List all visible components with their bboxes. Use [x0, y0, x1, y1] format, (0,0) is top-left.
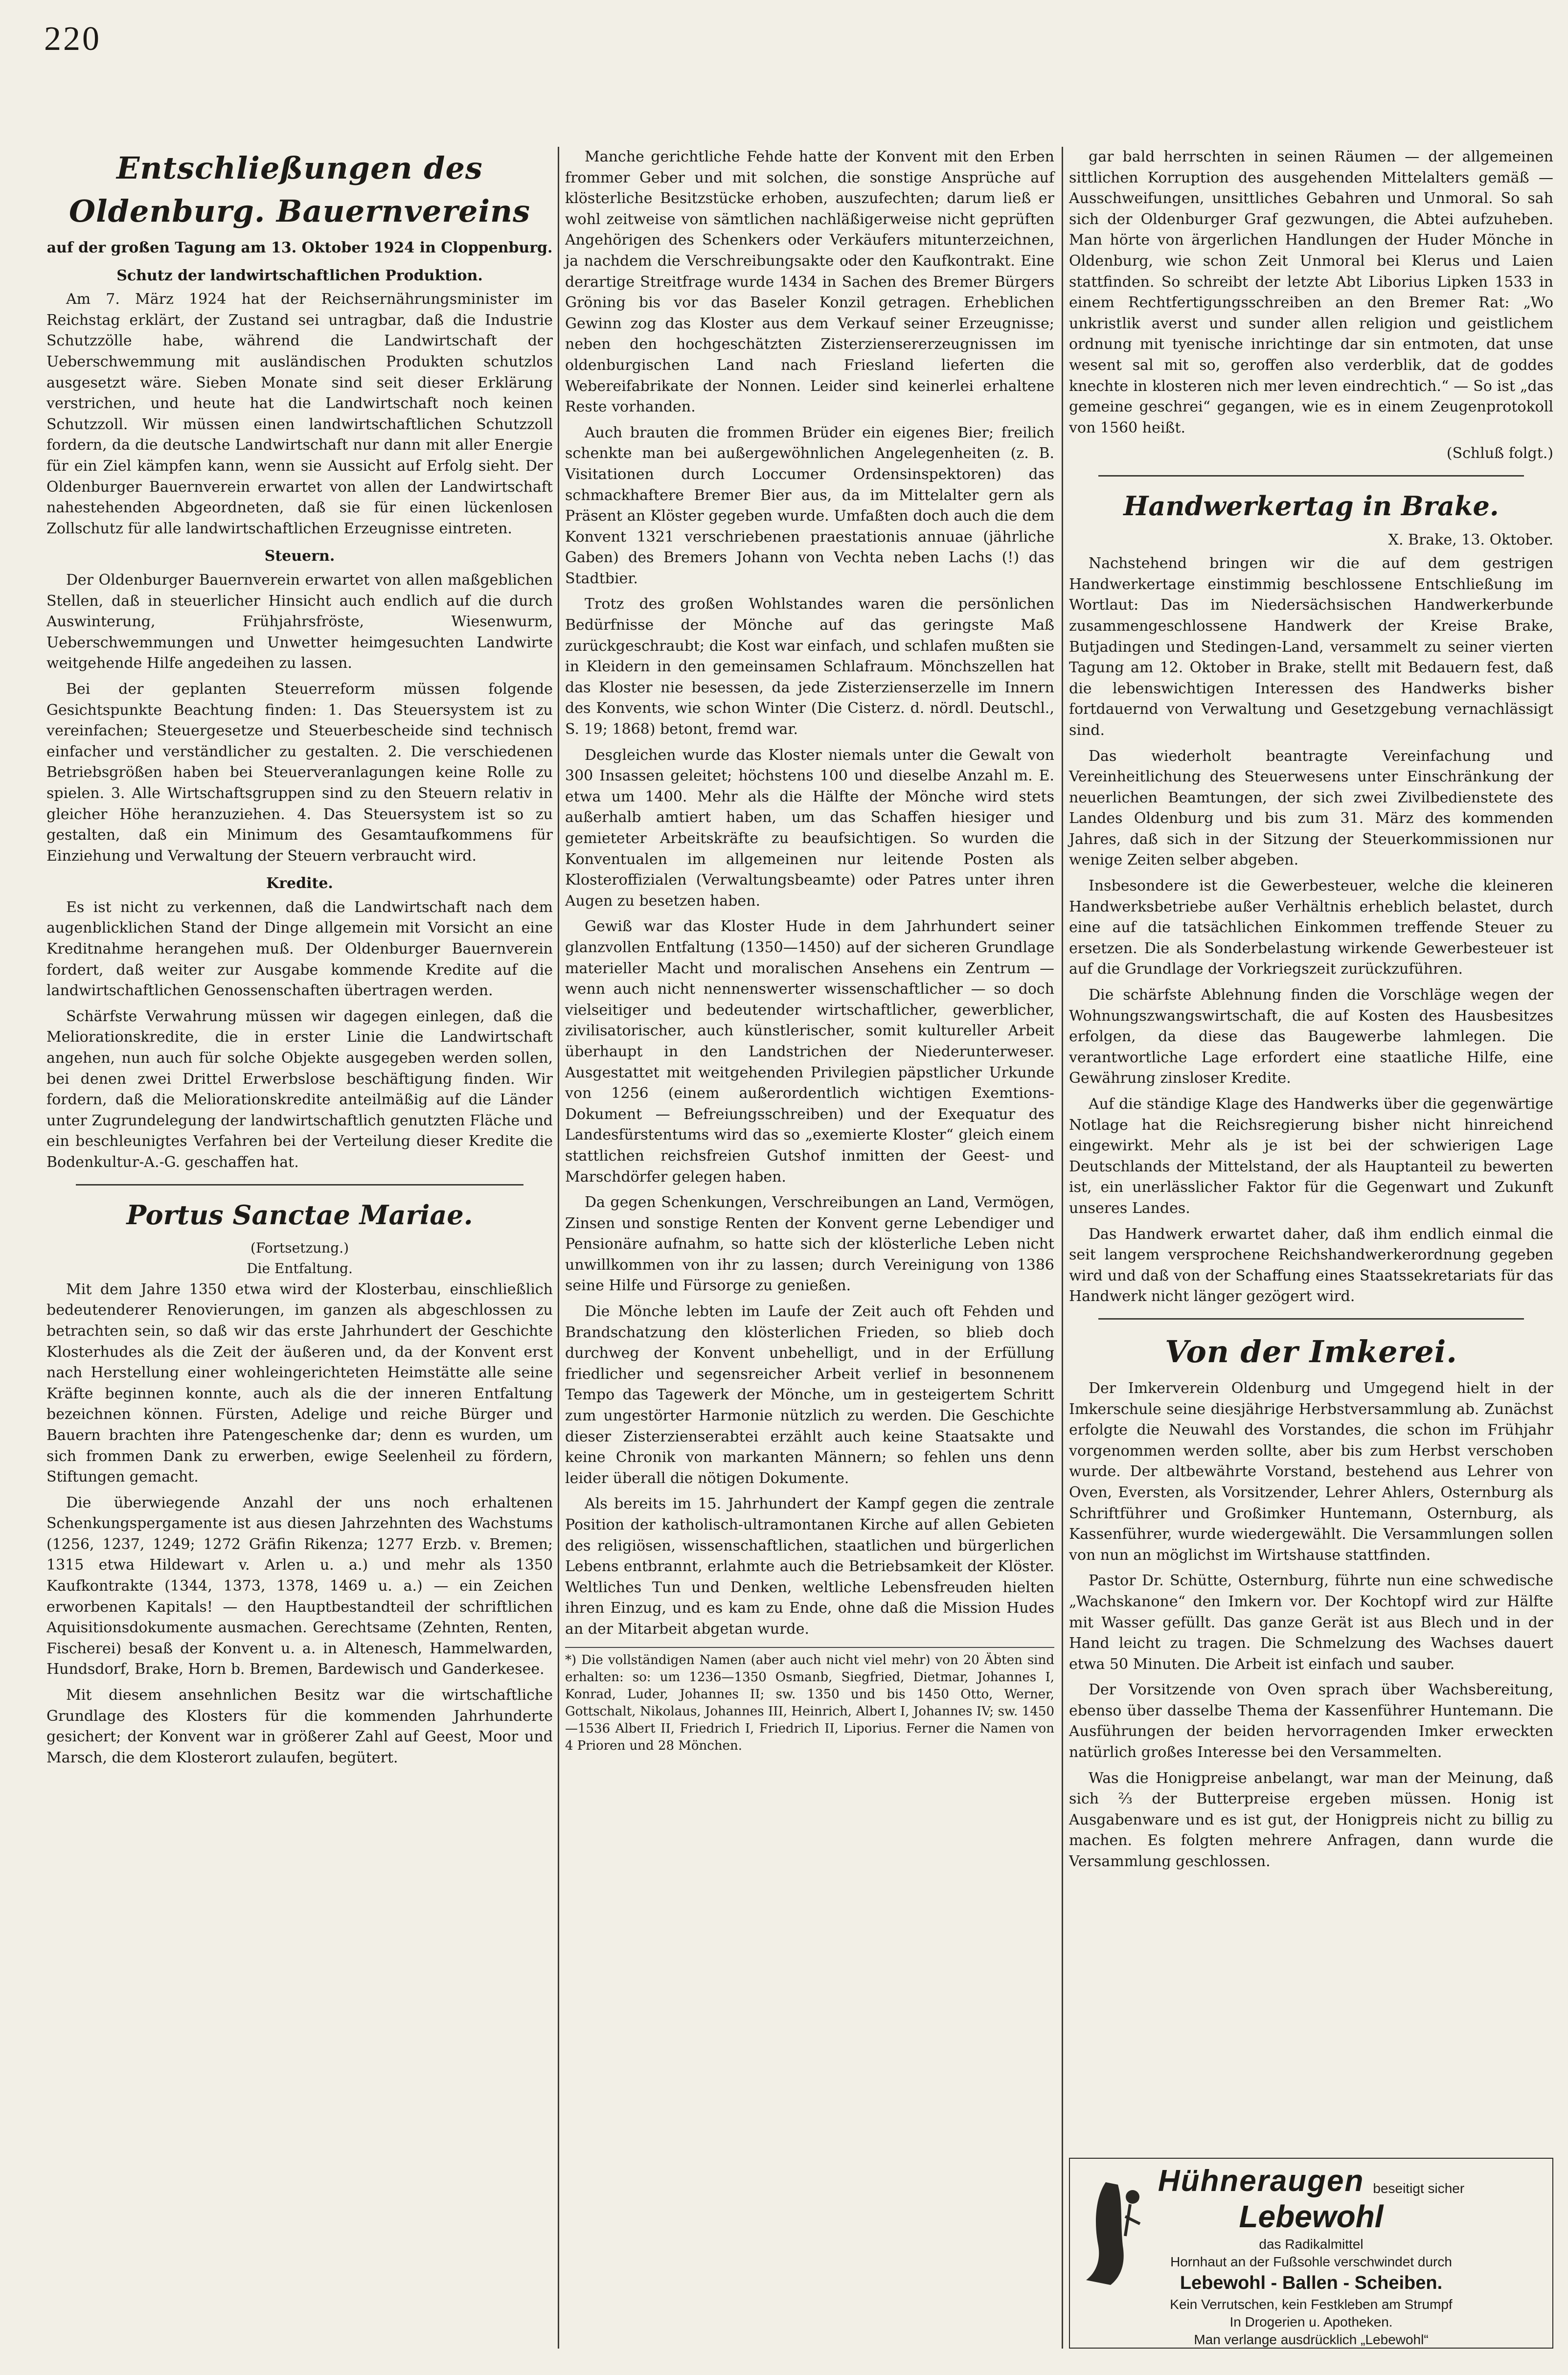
paragraph: Da gegen Schenkungen, Verschreibungen an Land, Vermögen, Zinsen und sonstige Renten der Konvent gerne Lebendiger und Pensionäre aufnahm, so hatte sich der klösterliche Leben nicht unwillkommen von ihr zu lassen; durch Vereinigung von 1386 seine Hilfe und Fürsorge zu genießen. — [565, 1194, 1054, 1295]
paragraph: Das wiederholt beantragte Vereinfachung und Vereinheitlichung des Steuerwesens unter Einschränkung der neuerlichen Beamtungen, der sich zwei Zivilbedienstete des Landes Oldenburg und bis zum 31. März des kommenden Jahres, daß sich in der Sitzung der Steuerkommissionen nur wenige Zeiten selber abgeben. — [1069, 747, 1553, 869]
section-heading: Steuern. — [264, 548, 335, 565]
page-number: 220 — [44, 20, 101, 58]
divider — [76, 1184, 523, 1186]
paragraph: Der Oldenburger Bauernverein erwartet von allen maßgeblichen Stellen, daß in steuerlicher Hinsicht auch endlich auf die durch Auswinterung, Frühjahrsfröste, Wiesenwurm, Ueberschwemmungen und Unwetter heimgesuchten Landwirte weitgehende Hilfe angedeihen zu lassen. — [46, 571, 553, 672]
article-title: Handwerkertag in Brake. — [1123, 490, 1499, 522]
paragraph: Mit dem Jahre 1350 etwa wird der Klosterbau, einschließlich bedeutenderer Renovierungen, im ganzen als abgeschlossen zu betrachten sein, so daß wir das erste Jahrhundert der Geschichte Klosterhudes als die Zeit der äußeren und, da der Konvent erst nach Herstellung einer wohleingerichteten Heimstätte alle seine Kräfte beginnen konnte, auch als die der inneren Entfaltung bezeichnen können. Fürsten, Adelige und reiche Bürger und Bauern brachten ihre Patengeschenke dar; denn es wurden, um sich frommen Dank zu erwerben, ewige Seelenheil zu fördern, Stiftungen gemacht. — [46, 1280, 553, 1486]
ad-brand: Lebewohl - Ballen - Scheiben. — [1180, 2273, 1443, 2293]
paragraph: gar bald herrschten in seinen Räumen — der allgemeinen sittlichen Korruption des ausgehenden Mittelalters gemäß — Ausschweifungen, unsittliches Gebahren und Unmoral. So sah sich der Oldenburger Graf gezwungen, die Abtei aufzuheben. Man hörte von ärgerlichen Handlungen der Huder Mönche in Oldenburg, wie schon Zeit Unmoral bei Klerus und Laien stattfinden. So schreibt der letzte Abt Liborius Lipken 1533 in einem Rechtfertigungsschreiben an den Bremer Rat: „Wo unkristlik averst und sunder allen religion und geistlichem ordnung mit tyenische inrichtinge dar sin entmoten, dat unse wesent sal mit so, geroffen also verderblik, dat de goddes knechte in klosteren nich mer leven eindrechtich.“ — So ist „das gemeine geschrei“ gegangen, wie es in einem Zeugenprotokoll von 1560 heißt. — [1069, 148, 1553, 436]
paragraph: Die schärfste Ablehnung finden die Vorschläge wegen der Wohnungszwangswirtschaft, die auf Kosten des Hausbesitzes erfolgen, da diese das Baugewerbe lahmlegen. Die verantwortliche Lage erfordert eine staatliche Hilfe, eine Gewährung zinsloser Kredite. — [1069, 986, 1553, 1087]
paragraph: Mit diesem ansehnlichen Besitz war die wirtschaftliche Grundlage des Klosters für die kommenden Jahrhunderte gesichert; der Konvent war in größerer Zahl auf Geest, Moor und Marsch, die dem Klosterort zulaufen, begütert. — [46, 1687, 553, 1766]
paragraph: Am 7. März 1924 hat der Reichsernährungsminister im Reichstag erklärt, der Zustand sei untragbar, daß die Industrie Schutzzölle habe, während die Landwirtschaft der Ueberschwemmung mit ausländischen Produkten schutzlos ausgesetzt wäre. Sieben Monate sind seit dieser Erklärung verstrichen, und heute hat die Landwirtschaft noch keinen Schutzzoll. Wir müssen einen landwirtschaftlichen Schutzzoll fordern, da die deutsche Landwirtschaft nur dann mit aller Energie für ein Ziel kämpfen kann, wenn sie Aussicht auf Erfolg sieht. Der Oldenburger Bauernverein erwartet von allen der Landwirtschaft nahestehenden Abgeordneten, daß sie für einen lückenlosen Zollschutz für alle landwirtschaftlichen Erzeugnisse eintreten. — [46, 291, 553, 537]
ad-text: In Drogerien u. Apotheken. — [1229, 2314, 1393, 2329]
continuation-note: (Fortsetzung.) — [250, 1240, 349, 1256]
ad-text: Hornhaut an der Fußsohle verschwindet durch — [1170, 2254, 1452, 2269]
dateline: X. Brake, 13. Oktober. — [1388, 531, 1553, 548]
paragraph: Insbesondere ist die Gewerbesteuer, welche die kleineren Handwerksbetriebe außer Verhältnis erheblich belastet, durch eine auf die tatsächlichen Einkommen treffende Steuer zu ersetzen. Die als Sonderbelastung wirkende Gewerbesteuer ist auf die Grundlage der Vorkriegszeit zurückzuführen. — [1069, 877, 1553, 978]
ad-text: Man verlange ausdrücklich „Lebewohl“ — [1194, 2332, 1429, 2347]
paragraph: Als bereits im 15. Jahrhundert der Kampf gegen die zentrale Position der katholisch-ultramontanen Kirche auf allen Gebieten des religiösen, wissenschaftlichen, staatlichen und bürgerlichen Lebens entbrannt, erlahmte auch die Betriebsamkeit der Klöster. Weltliches Tun und Denken, weltliche Lebensfreuden hielten ihren Einzug, und es kam zu Ende, ohne daß die Mission Hudes an der Mitarbeit abgetan wurde. — [565, 1495, 1054, 1638]
section-heading: Kredite. — [266, 875, 333, 892]
dancing-foot-icon — [1076, 2177, 1150, 2290]
continuation-note: (Schluß folgt.) — [1446, 445, 1553, 462]
article-subtitle: auf der großen Tagung am 13. Oktober 1924 in Cloppenburg. — [46, 239, 553, 257]
paragraph: Es ist nicht zu verkennen, daß die Landwirtschaft nach dem augenblicklichen Stand der Dinge allgemein mit Vorsicht an eine Kreditnahme herangehen muß. Der Oldenburger Bauernverein fordert, daß weiter zur Ausgabe kommende Kredite auf die landwirtschaftlichen Genossenschaften übertragen werden. — [46, 898, 553, 1000]
column-rule — [558, 147, 559, 2349]
paragraph: Bei der geplanten Steuerreform müssen folgende Gesichtspunkte Beachtung finden: 1. Das Steuersystem ist zu vereinfachen; Steuergesetze und Steuerbescheide sind technisch einfacher und verständlicher zu gestalten. 2. Die verschiedenen Betriebsgrößen haben bei Steuerveranlagungen keine Rolle zu spielen. 3. Alle Wirtschaftsgruppen sind zu den Steuern relativ in gleicher Höhe heranzuziehen. 4. Das Steuersystem ist so zu gestalten, daß ein Minimum des Gesamtaufkommens für Einziehung und Verwaltung der Steuern verbraucht wird. — [46, 680, 553, 865]
ad-text: das Radikalmittel — [1259, 2237, 1363, 2252]
paragraph: Gewiß war das Kloster Hude in dem Jahrhundert seiner glanzvollen Entfaltung (1350—1450) auf der sicheren Grundlage materieller Macht und moralischen Ansehens ein Zentrum — wenn auch nicht nennenswerter wissenschaftlicher — so doch vielseitiger und bedeutender wirtschaftlicher, gewerblicher, zivilisatorischer, auch künstlerischer, somit kultureller Arbeit überhaupt in den Landstrichen der Niederunterweser. Ausgestattet mit weitgehenden Privilegien päpstlicher Urkunde von 1256 (einem außerordentlich wichtigen Exemtions-Dokument — Befreiungsschreiben) und der Exequatur des Landesfürstentums wird das so „exemierte Kloster“ gleich einem stattlichen reichsfreien Gutshof inmitten der Geest- und Marschdörfer gelegen haben. — [565, 918, 1054, 1186]
column-3 — [1069, 147, 1553, 1877]
paragraph: Der Imkerverein Oldenburg und Umgegend hielt in der Imkerschule seine diesjährige Herbstversammlung ab. Zunächst erfolgte die Neuwahl des Vorstandes, die schon im Frühjahr vorgenommen werden sollte, aber bis zum Herbst verschoben wurde. Der altbewährte Vorstand, bestehend aus Lehrer von Oven, Eversten, als Vorsitzender, Lehrer Ahlers, Osternburg als Schriftführer und Großimker Huntemann, Osternburg, als Kassenführer, wurde wiedergewählt. Die Versammlungen sollen von nun an möglichst im Wirtshause stattfinden. — [1069, 1379, 1553, 1564]
paragraph: Auf die ständige Klage des Handwerks über die gegenwärtige Notlage hat die Reichsregierung bisher nicht hinreichend eingewirkt. Mehr als je ist bei der schwierigen Lage Deutschlands der Mittelstand, der als Hauptanteil zu bewerten ist, ein unerlässlicher Faktor für die Gegenwart und Zukunft unseres Landes. — [1069, 1096, 1553, 1217]
paragraph: Schärfste Verwahrung müssen wir dagegen einlegen, daß die Meliorationskredite, die in erster Linie die Landwirtschaft angehen, nun auch für solche Objekte ausgegeben werden sollen, bei denen zwei Drittel Erwerbslose beschäftigung finden. Wir fordern, daß die Meliorationskredite anteilmäßig auf die Länder unter Zugrundelegung der landwirtschaftlich genutzten Fläche und ein beschleunigtes Verfahren bei der Verteilung dieser Kredite die Bodenkultur-A.-G. geschaffen hat. — [46, 1007, 553, 1171]
paragraph: Die überwiegende Anzahl der uns noch erhaltenen Schenkungspergamente ist aus diesen Jahrzehnten des Wachstums (1256, 1237, 1249; 1272 Gräfin Rikenza; 1277 Erzb. v. Bremen; 1315 etwa Hildewart v. Arlen u. a.) und mehr als 1350 Kaufkontrakte (1344, 1373, 1378, 1469 u. a.) — ein Zeichen erworbenen Kapitals! — den Hauptbestandteil der schriftlichen Aquisitionsdokumente ausmachen. Gerechtsame (Zehnten, Renten, Fischerei) besaß der Konvent u. a. in Altenesch, Hammelwarden, Hundsdorf, Brake, Horn b. Bremen, Bardewisch und Ganderkesee. — [46, 1494, 553, 1678]
divider — [1098, 475, 1524, 477]
footnote: *) Die vollständigen Namen (aber auch nicht viel mehr) von 20 Äbten sind erhalten: so: um 1236—1350 Osmanb, Siegfried, Dietmar, Johannes I, Konrad, Luder, Johannes II; sw. 1350 und bis 1450 Otto, Werner, Gottschalt, Nikolaus, Johannes III, Heinrich, Albert I, Johannes IV; sw. 1450—1536 Albert II, Friedrich I, Friedrich II, Liporius. Ferner die Namen von 4 Prioren und 28 Mönchen. — [565, 1647, 1054, 1755]
paragraph: Auch brauten die frommen Brüder ein eigenes Bier; freilich schenkte man bei außergewöhnlichen Angelegenheiten (z. B. Visitationen durch Loccumer Ordensinspektoren) das schmackhaftere Bremer Bier aus, da im Mittelalter gern als Präsent an Klöster gegeben wurde. Umfaßten doch auch die dem Konvent 1321 verschriebenen praestationis annuae (jährliche Gaben) des Bremers Johann von Vechta neben Lachs (!) das Stadtbier. — [565, 424, 1054, 587]
ad-tagline: beseitigt sicher — [1373, 2181, 1465, 2196]
paragraph: Manche gerichtliche Fehde hatte der Konvent mit den Erben frommer Geber und mit solchen, die sonstige Ansprüche auf klösterliche Besitzstücke erhoben, auszufechten; darum ließ er wohl zeitweise von sämtlichen nachläßigerweise nicht geprüften Angehörigen des Schenkers oder Verkäufers mitunterzeichnen, ja nachdem die Verschreibungsakte oder den Kaufkontrakt. Eine derartige Streitfrage wurde 1434 in Sachen des Bremer Bürgers Gröning bis vor das Baseler Konzil getragen. Erheblichen Gewinn zog das Kloster aus dem Verkauf seiner Erzeugnisse; neben den hochgeschätzten Zisterziensererzeugnissen im oldenburgischen Land nach Friesland lieferten die Webereifabrikate der Nonnen. Leider sind keinerlei erhaltene Reste vorhanden. — [565, 148, 1054, 416]
ad-text: Kein Verrutschen, kein Festkleben am Strumpf — [1170, 2297, 1453, 2312]
paragraph: Desgleichen wurde das Kloster niemals unter die Gewalt von 300 Insassen geleitet; höchstens 100 und dieselbe Anzahl m. E. etwa um 1400. Mehr als die Hälfte der Mönche wird stets außerhalb amtiert haben, um das Schaffen hiesiger und gemieteter Arbeitskräfte zu beaufsichtigen. So wurden die Konventualen im allgemeinen nur leitende Posten als Klosteroffizialen (Verwaltungsbeamte) oder Patres unter ihren Augen zu besetzen haben. — [565, 746, 1054, 910]
article-title: Portus Sanctae Mariae. — [126, 1199, 473, 1231]
paragraph: Pastor Dr. Schütte, Osternburg, führte nun eine schwedische „Wachskanone“ den Imkern vor. Der Kochtopf wird zur Hälfte mit Wasser gefüllt. Das ganze Gerät ist aus Blech und in der Hand leicht zu tragen. Die Schmelzung des Wachses dauert etwa 50 Minuten. Die Arbeit ist einfach und sauber. — [1069, 1572, 1553, 1673]
paragraph: Das Handwerk erwartet daher, daß ihm endlich einmal die seit langem versprochene Reichshandwerkerordnung gegeben wird und daß von der Schaffung eines Staatssekretariats für das Handwerk nicht länger gezögert wird. — [1069, 1225, 1553, 1305]
section-heading: Die Entfaltung. — [247, 1260, 353, 1277]
article-title: Entschließungen des Oldenburg. Bauernvereins — [68, 150, 530, 229]
ad-headline: Lebewohl — [1239, 2199, 1384, 2234]
column-1 — [46, 147, 553, 1773]
paragraph: Der Vorsitzende von Oven sprach über Wachsbereitung, ebenso über dasselbe Thema der Kassenführer Huntemann. Die Ausführungen der beiden hervorragenden Imker erweckten natürlich großes Interesse bei den Versammelten. — [1069, 1681, 1553, 1761]
paragraph: Die Mönche lebten im Laufe der Zeit auch oft Fehden und Brandschatzung den klösterlichen Frieden, so blieb doch durchweg der Konvent unbehelligt, und in der Erfüllung friedlicher und segensreicher Arbeit verlief in besonnenem Tempo das Tagewerk der Mönche, um in gesteigertem Schritt zum ungestörter Harmonie nützlich zu werden. Die Geschichte dieser Zisterzienserabtei erzählt auch keine Staatsakte und keine Chronik von markanten Männern; so fehlen uns denn leider überall die nötigen Dokumente. — [565, 1303, 1054, 1487]
column-2 — [565, 147, 1054, 1755]
article-title: Von der Imkerei. — [1165, 1333, 1457, 1370]
paragraph: Nachstehend bringen wir die auf dem gestrigen Handwerkertage einstimmig beschlossene Entschließung im Wortlaut: Das im Niedersächsischen Handwerkerbunde zusammengeschlossene Handwerk der Kreise Brake, Butjadingen und Stedingen-Land, versammelt zu seiner vierten Tagung am 12. Oktober in Brake, stellt mit Bedauern fest, daß die lebenswichtigen Interessen des Handwerks bisher fortdauernd von Verwaltung und Gesetzgebung vernachlässigt sind. — [1069, 555, 1553, 739]
ad-headline: Hühneraugen — [1158, 2164, 1364, 2198]
divider — [1098, 1318, 1524, 1320]
column-rule — [1062, 147, 1063, 2349]
paragraph: Was die Honigpreise anbelangt, war man der Meinung, daß sich ⅔ der Butterpreise ergeben müssen. Honig ist Ausgabenware und es ist gut, der Honigpreis nicht zu billig zu machen. Es folgten mehrere Anfragen, dann wurde die Versammlung geschlossen. — [1069, 1769, 1553, 1871]
section-heading: Schutz der landwirtschaftlichen Produktion. — [116, 267, 483, 284]
paragraph: Trotz des großen Wohlstandes waren die persönlichen Bedürfnisse der Mönche auf das geringste Maß zurückgeschraubt; die Kost war einfach, und schlafen mußten sie in Kleidern in den gemeinsamen Schlafraum. Mönchszellen hat das Kloster nie besessen, da jede Zisterzienserzelle im Innern des Konvents, wie schon Winter (Die Cisterz. d. nördl. Deutschl., S. 19; 1868) betont, fremd war. — [565, 595, 1054, 738]
